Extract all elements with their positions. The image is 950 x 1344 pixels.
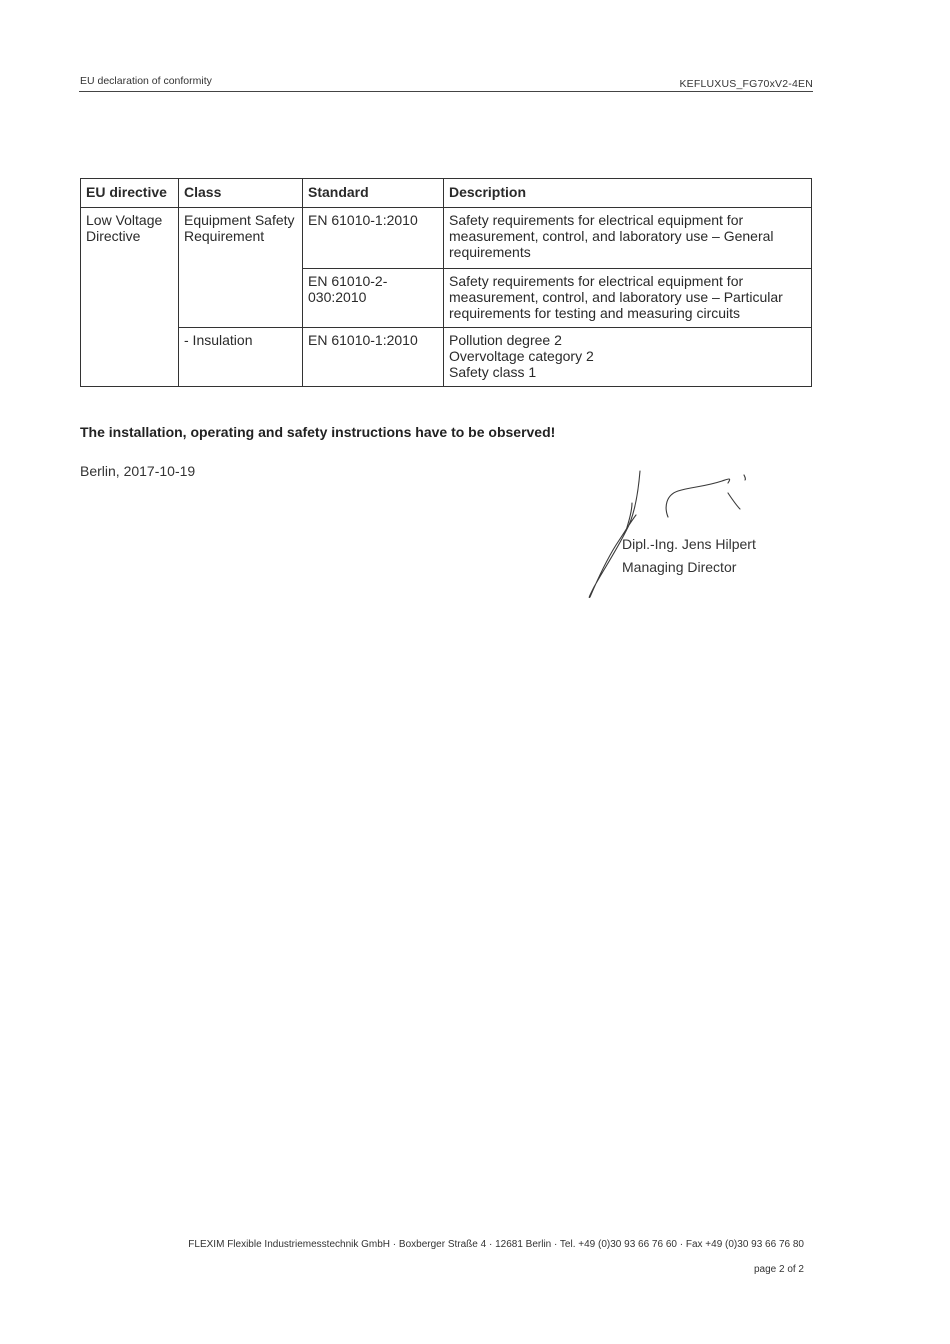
table-row	[81, 328, 812, 387]
description-text-line: measurement, control, and laboratory use – General	[449, 228, 774, 244]
standard-cell: EN 61010-2-030:2010	[303, 269, 444, 328]
signatory-name: Dipl.-Ing. Jens Hilpert	[622, 536, 756, 552]
document-code: KEFLUXUS_FG70xV2-4EN	[679, 78, 813, 90]
description-text-line: requirements for testing and measuring circuits	[449, 305, 741, 321]
page-number: page 2 of 2	[753, 1264, 804, 1275]
class-text-line: Requirement	[184, 228, 265, 244]
description-text-line: Overvoltage category 2	[449, 348, 594, 364]
table-header-row	[81, 179, 812, 208]
document-title: EU declaration of conformity	[80, 75, 212, 87]
conformity-table	[80, 178, 812, 387]
directive-text-line: Directive	[86, 228, 141, 244]
signatory-title: Managing Director	[622, 559, 737, 575]
class-cell	[179, 208, 303, 328]
description-text-line: Safety class 1	[449, 364, 537, 380]
class-cell: - Insulation	[179, 328, 303, 387]
place-and-date: Berlin, 2017-10-19	[80, 463, 196, 479]
handwritten-signature	[582, 465, 762, 605]
standard-cell: EN 61010-1:2010	[303, 208, 444, 269]
description-text-line: Pollution degree 2	[449, 332, 562, 348]
description-cell	[444, 269, 812, 328]
description-text-line: requirements	[449, 244, 531, 260]
class-text-line: Equipment Safety	[184, 212, 295, 228]
column-header-directive: EU directive	[81, 179, 179, 208]
column-header-description: Description	[444, 179, 812, 208]
description-text-line: measurement, control, and laboratory use – Particular	[449, 289, 783, 305]
description-text-line: Safety requirements for electrical equipment for	[449, 212, 744, 228]
standard-cell: EN 61010-1:2010	[303, 328, 444, 387]
description-text-line: Safety requirements for electrical equipment for	[449, 273, 744, 289]
directive-cell	[81, 208, 179, 387]
column-header-standard: Standard	[303, 179, 444, 208]
safety-notice: The installation, operating and safety instructions have to be observed!	[80, 424, 556, 440]
footer-company-info: FLEXIM Flexible Industriemesstechnik GmbH · Boxberger Straße 4 · 12681 Berlin · Tel. +49 (0)30 93 66 76 60 · Fax +49 (0)30 93 66 76 80	[188, 1239, 804, 1250]
directive-text-line: Low Voltage	[86, 212, 163, 228]
description-cell	[444, 208, 812, 269]
description-cell	[444, 328, 812, 387]
table-row	[81, 208, 812, 269]
column-header-class: Class	[179, 179, 303, 208]
header-divider	[79, 91, 813, 92]
